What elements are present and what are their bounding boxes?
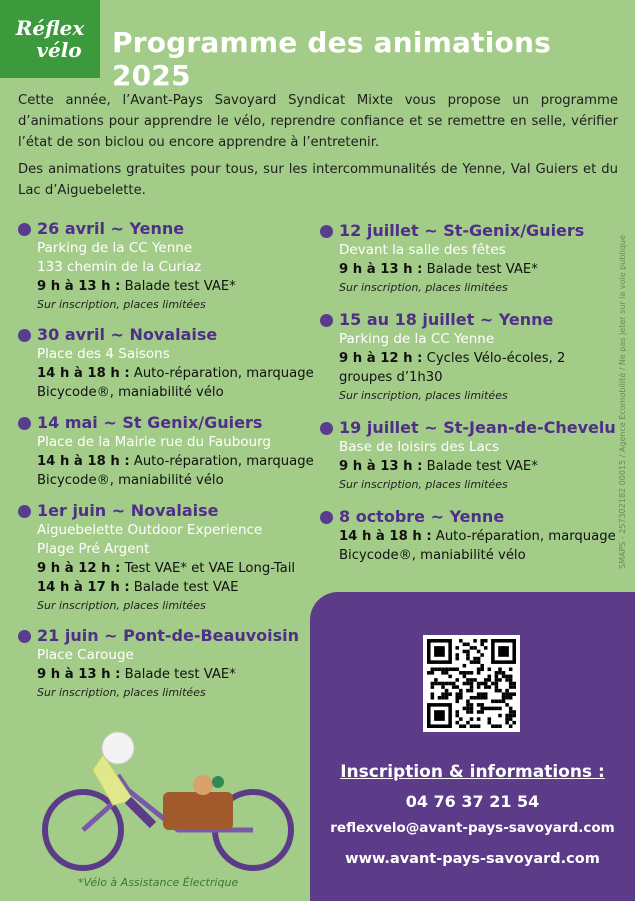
event-activity: Auto-réparation, marquage Bicycode®, maniabilité vélo [37,454,314,488]
event-activity: Auto-réparation, marquage Bicycode®, maniabilité vélo [37,366,314,400]
event-place: Base de loisirs des Lacs [339,439,500,455]
event-place: Place des 4 Saisons [37,346,170,362]
contact-email[interactable]: reflexvelo@avant-pays-savoyard.com [330,820,615,836]
event-time: 9 h à 13 h : [339,262,423,277]
event-heading: 26 avril ~ Yenne [37,219,185,238]
event-place: Plage Pré Argent [37,541,150,557]
logo-line-1: Réflex [15,16,85,40]
event-place: 133 chemin de la Curiaz [37,259,202,275]
event-detail [37,578,318,597]
event-detail [339,260,620,279]
event-activity: Test VAE* et VAE Long-Tail [120,561,296,576]
event-activity: Balade test VAE [129,580,239,595]
event-note: Sur inscription, places limitées [37,686,206,699]
event-item [18,218,318,314]
events-column-right [320,220,620,565]
event-detail [339,457,620,476]
event-detail [339,527,620,565]
event-heading: 19 juillet ~ St-Jean-de-Chevelu [339,418,616,437]
event-activity: Auto-réparation, marquage Bicycode®, maniabilité vélo [339,529,616,563]
event-place: Place Carouge [37,647,134,663]
intro-paragraph-2: Des animations gratuites pour tous, sur les intercommunalités de Yenne, Val Guiers et du Lac d’Aiguebelette. [18,162,618,198]
event-time: 14 h à 17 h : [37,580,130,595]
reflex-velo-logo [0,0,100,78]
event-detail [339,349,620,387]
intro-text [18,90,618,201]
event-activity: Balade test VAE* [120,279,236,294]
event-heading: 30 avril ~ Novalaise [37,325,218,344]
event-heading: 8 octobre ~ Yenne [339,507,505,526]
event-item [18,625,318,702]
event-place: Aiguebelette Outdoor Experience [37,522,263,538]
event-time: 14 h à 18 h : [37,366,130,381]
contact-title: Inscription & informations : [340,762,605,782]
event-activity: Balade test VAE* [120,667,236,682]
contact-website[interactable]: www.avant-pays-savoyard.com [345,851,600,867]
logo-line-2: vélo [36,38,82,62]
event-place: Place de la Mairie rue du Faubourg [37,434,271,450]
event-heading: 15 au 18 juillet ~ Yenne [339,310,554,329]
event-item [18,412,318,490]
event-time: 9 h à 13 h : [339,459,423,474]
event-time: 14 h à 18 h : [37,454,130,469]
event-place: Parking de la CC Yenne [37,240,193,256]
event-time: 9 h à 12 h : [339,351,423,366]
event-heading: 14 mai ~ St Genix/Guiers [37,413,263,432]
event-time: 9 h à 13 h : [37,279,121,294]
contact-phone[interactable]: 04 76 37 21 54 [405,792,540,811]
event-note: Sur inscription, places limitées [37,599,206,612]
event-note: Sur inscription, places limitées [339,478,508,491]
event-detail [37,665,318,684]
event-time: 9 h à 12 h : [37,561,121,576]
event-place: Parking de la CC Yenne [339,331,495,347]
event-heading: 1er juin ~ Novalaise [37,501,219,520]
intro-paragraph-1: Cette année, l’Avant-Pays Savoyard Syndicat Mixte vous propose un programme d’animations pour apprendre le vélo, reprendre confiance et se remettre en selle, vérifier l’état de son biclou ou encore apprendre à l’entretenir. [18,93,618,150]
event-note: Sur inscription, places limitées [339,389,508,402]
event-heading: 21 juin ~ Pont-de-Beauvoisin [37,626,300,645]
event-item [320,506,620,565]
event-activity: Balade test VAE* [422,262,538,277]
event-item [18,324,318,402]
event-detail [37,452,318,490]
qr-code-icon[interactable] [423,635,520,732]
page-title: Programme des animations 2025 [112,26,551,92]
event-detail [37,277,318,296]
events-column-left [18,218,318,702]
contact-panel [310,592,635,901]
event-item [320,309,620,405]
event-detail [37,559,318,578]
event-detail [37,364,318,402]
event-time: 14 h à 18 h : [339,529,432,544]
footnote: *Vélo à Assistance Électrique [78,876,239,889]
event-item [18,500,318,615]
event-note: Sur inscription, places limitées [339,281,508,294]
event-time: 9 h à 13 h : [37,667,121,682]
legal-side-text: SMAPS - 257302182 00015 / Agence Écomobilité / Ne pas jeter sur la voie publique [618,235,627,570]
event-item [320,220,620,297]
event-place: Devant la salle des fêtes [339,242,506,258]
event-heading: 12 juillet ~ St-Genix/Guiers [339,221,585,240]
qr-code-graphic [427,639,516,728]
event-activity: Cycles Vélo-écoles, 2 groupes d’1h30 [339,351,566,385]
event-item [320,417,620,494]
event-note: Sur inscription, places limitées [37,298,206,311]
bike-illustration-icon [28,730,308,880]
event-activity: Balade test VAE* [422,459,538,474]
